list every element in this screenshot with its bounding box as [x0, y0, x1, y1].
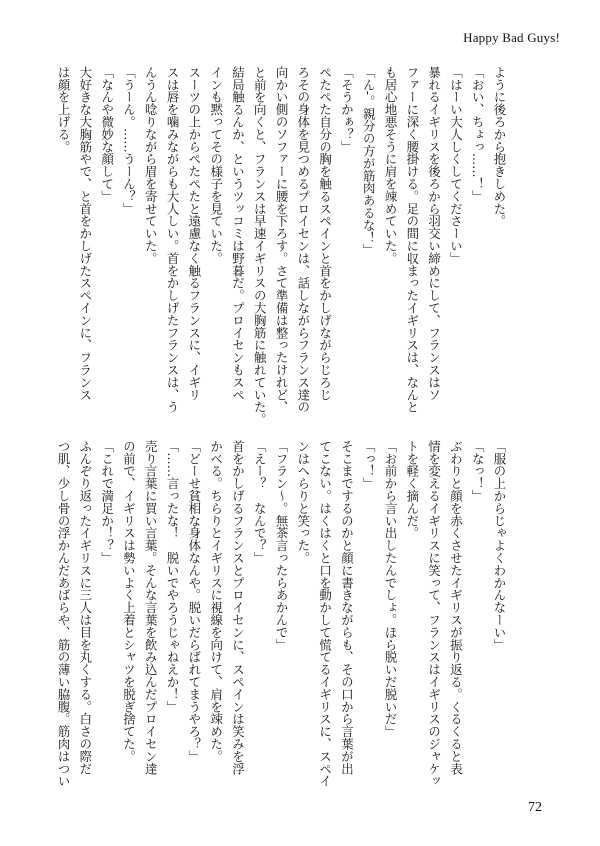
text-line: 「服の上からじゃよくわかんなーい」	[492, 440, 507, 651]
text-line: ンはへらりと笑った。	[295, 440, 311, 564]
page-number: 72	[528, 800, 542, 815]
text-line: てこない。はくはくと口を動かして慌てるイギリスに、スペイ	[317, 440, 333, 788]
running-title: Happy Bad Guys!	[463, 30, 560, 45]
text-line: インも黙ってその様子を見ていた。	[208, 66, 224, 265]
text-line: 大好きな大胸筋やで、と首をかしげたスペインに、フランス	[77, 66, 93, 401]
text-line: 「……言ったな！ 脱いでやろうじゃねえか！」	[165, 440, 181, 713]
text-line: ろその身体を見つめるプロイセンは、話しながらフランス達の	[295, 66, 311, 414]
text-line: 暴れるイギリスを後ろから羽交い締めにして、フランスはソ	[426, 66, 442, 401]
text-line: 「なっ！」	[470, 440, 486, 502]
text-line: 「これで満足か！？」	[99, 440, 115, 564]
text-line: の前で、イギリスは勢いよく上着とシャツを脱ぎ捨てた。	[121, 440, 137, 763]
text-line: ように後ろから抱きしめた。	[492, 66, 507, 228]
text-line: 「どーせ貧相な身体なんや。脱いだらばれてまうやろ？」	[186, 440, 202, 763]
text-line: 向かい側のソファーに腰を下ろす。さて準備は整ったけれど、	[274, 66, 290, 414]
text-line: 「ん-。親分の方が筋肉あるな！」	[361, 66, 377, 257]
text-line: ぶわりと顔を赤くさせたイギリスが振り返る。くるくると表	[448, 440, 464, 775]
text-line: ぺたぺた自分の胸を触るスペインと首をかしげながらじろじ	[317, 66, 333, 401]
text-line: 「っ！」	[361, 440, 377, 490]
text-line: かべる。ちらりとイギリスに視線を向けて、肩を竦めた。	[208, 440, 224, 763]
text-line: 「はーい大人しくしてくださーい」	[448, 66, 464, 265]
text-line: 情を変えるイギリスに笑って、フランスはイギリスのジャケッ	[426, 440, 442, 788]
text-line: と前を向くと、フランスは早速イギリスの大胸筋に触れていた。	[252, 66, 268, 426]
text-line: 「おい、ちょっ……！」	[470, 66, 486, 203]
text-line: 「フラン〜。無茶言ったらあかんで」	[274, 440, 290, 651]
text-line: 「そうかぁ？」	[339, 66, 355, 153]
lower-text-block	[56, 440, 510, 800]
text-line: スーツの上からぺたぺたと遠慮なく触るフランスに、イギリ	[186, 66, 202, 401]
text-line: つ肌、少し骨の浮かんだあばらや、筋の薄い脇腹。筋肉はつい	[56, 440, 72, 788]
text-line: は顔を上げる。	[56, 66, 72, 153]
text-line: 「お前から言い出したんでしょ。ほら脱いだ脱いだ」	[383, 440, 399, 738]
text-line: 結局触るんか、というツッコミは野暮だ。プロイセンもスペ	[230, 66, 246, 401]
text-line: も居心地悪そうに肩を竦めていた。	[383, 66, 399, 265]
text-line: スは唇を噛みながらも大人しい。首をかしげたフランスは、う	[165, 66, 181, 414]
text-line: 「えー？ なんで？」	[252, 440, 268, 564]
text-line: 首をかしげるフランスとプロイセンに、スペインは笑みを浮	[230, 440, 246, 775]
text-line: ファーに深く腰掛ける。足の間に収まったイギリスは、なんと	[404, 66, 420, 414]
upper-text-block	[56, 66, 510, 426]
text-line: トを軽く摘んだ。	[404, 440, 420, 540]
text-line: 「なんや微妙な顔して」	[99, 66, 115, 203]
text-line: 売り言葉に買い言葉。そんな言葉を飲み込んだプロイセン達	[143, 440, 159, 775]
text-line: そこまでするのかと顔に書きながらも、その口から言葉が出	[339, 440, 355, 775]
text-line: ふんぞり返ったイギリスに三人は目を丸くする。白さの際だ	[77, 440, 93, 775]
text-line: んうん唸りながら眉を寄せていた。	[143, 66, 159, 265]
text-line: 「うーん。……うーん？」	[121, 66, 137, 215]
